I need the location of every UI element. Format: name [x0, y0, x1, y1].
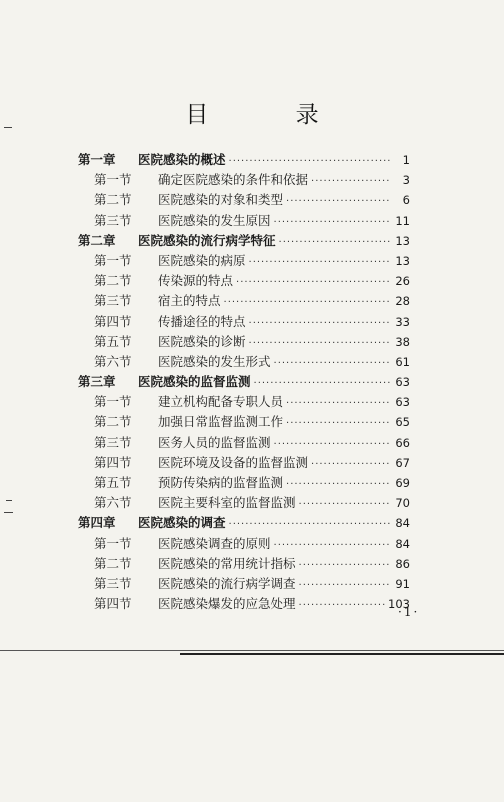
- toc-number: 第二节: [94, 555, 132, 571]
- toc-page-number: 63: [395, 395, 410, 410]
- toc-number: 第二章: [78, 232, 116, 248]
- toc-heading: 医院主要科室的监督监测: [158, 495, 296, 511]
- toc-heading: 医院感染的对象和类型: [158, 192, 284, 208]
- toc-heading: 医务人员的监督监测: [158, 434, 271, 450]
- toc-page-number: 61: [395, 354, 410, 369]
- toc-heading: 医院感染的概述: [138, 152, 226, 167]
- toc-number: 第六节: [94, 495, 132, 511]
- dot-leader: [249, 257, 391, 268]
- toc-heading: 医院感染的发生原因: [158, 212, 271, 228]
- toc-page-number: 103: [388, 597, 410, 612]
- toc-section-row: [78, 433, 410, 453]
- toc-heading: 医院感染的发生形式: [158, 353, 271, 369]
- toc-page-number: 28: [395, 294, 410, 309]
- toc-section-row: [78, 291, 410, 311]
- dot-leader: [274, 540, 391, 551]
- toc-chapter-row: [78, 231, 410, 251]
- toc-page-number: 70: [395, 496, 410, 511]
- toc-section-row: [78, 312, 410, 332]
- toc-page-number: 84: [395, 536, 410, 551]
- toc-number: 第三节: [94, 293, 132, 309]
- dot-leader: [286, 196, 391, 207]
- toc-page-number: 1: [402, 153, 410, 167]
- toc-page-number: 84: [395, 516, 410, 531]
- margin-mark: [4, 127, 12, 128]
- dot-leader: [249, 318, 391, 329]
- dot-leader: [286, 398, 391, 409]
- toc-heading: 医院感染的常用统计指标: [158, 555, 296, 571]
- toc-page-number: 67: [395, 455, 410, 470]
- toc-heading: 医院感染的诊断: [158, 333, 246, 349]
- toc-number: 第六节: [94, 353, 132, 369]
- toc-number: 第二节: [94, 192, 132, 208]
- toc-page-number: 3: [402, 173, 410, 188]
- dot-leader: [311, 459, 391, 470]
- dot-leader: [274, 439, 391, 450]
- toc-number: 第三节: [94, 575, 132, 591]
- toc-heading: 加强日常监督监测工作: [158, 414, 284, 430]
- toc-section-row: [78, 493, 410, 513]
- toc-page-number: 6: [402, 193, 410, 208]
- toc-number: 第一节: [94, 394, 132, 410]
- toc-page-number: 86: [395, 556, 410, 571]
- dot-leader: [229, 519, 391, 530]
- toc-heading: 医院环境及设备的监督监测: [158, 454, 309, 470]
- toc-section-row: [78, 594, 410, 614]
- dot-leader: [274, 217, 391, 228]
- bottom-rule: [0, 650, 504, 651]
- toc-section-row: [78, 352, 410, 372]
- dot-leader: [299, 560, 391, 571]
- toc-heading: 医院感染的流行病学特征: [138, 232, 276, 248]
- dot-leader: [311, 176, 391, 187]
- toc-chapter-row: [78, 150, 410, 170]
- toc-section-row: [78, 534, 410, 554]
- toc-page-number: 38: [395, 334, 410, 349]
- toc-heading: 传染源的特点: [158, 273, 234, 289]
- table-of-contents: [78, 150, 410, 614]
- toc-number: 第五节: [94, 333, 132, 349]
- dot-leader: [286, 479, 391, 490]
- toc-heading: 确定医院感染的条件和依据: [158, 172, 309, 188]
- toc-section-row: [78, 170, 410, 190]
- toc-heading: 传播途径的特点: [158, 313, 246, 329]
- toc-heading: 医院感染爆发的应急处理: [158, 596, 296, 612]
- dot-leader: [286, 418, 391, 429]
- toc-section-row: [78, 392, 410, 412]
- toc-section-row: [78, 251, 410, 271]
- toc-page-number: 69: [395, 476, 410, 490]
- toc-section-row: [78, 554, 410, 574]
- toc-page-number: 33: [395, 314, 410, 329]
- toc-heading: 医院感染的调查: [138, 515, 226, 531]
- dot-leader: [254, 378, 391, 389]
- margin-mark: [4, 512, 13, 513]
- dot-leader: [299, 499, 391, 510]
- dot-leader: [229, 156, 391, 167]
- toc-heading: 宿主的特点: [158, 293, 221, 309]
- toc-section-row: [78, 190, 410, 210]
- toc-page-number: 63: [395, 375, 410, 390]
- dot-leader: [279, 237, 391, 248]
- page-title: 目 录: [185, 102, 359, 128]
- toc-page-number: 26: [395, 274, 410, 289]
- toc-heading: 建立机构配备专职人员: [158, 394, 284, 410]
- toc-heading: 预防传染病的监督监测: [158, 475, 284, 490]
- toc-section-row: [78, 453, 410, 473]
- toc-page-number: 13: [395, 253, 410, 268]
- toc-page-number: 13: [395, 233, 410, 248]
- toc-heading: 医院感染的流行病学调查: [158, 575, 296, 591]
- toc-section-row: [78, 332, 410, 352]
- page-number: ·1·: [398, 605, 420, 619]
- toc-number: 第四节: [94, 454, 132, 470]
- toc-number: 第一节: [94, 252, 132, 268]
- toc-number: 第四节: [94, 313, 132, 329]
- toc-number: 第四章: [78, 515, 116, 531]
- dot-leader: [249, 338, 391, 349]
- toc-heading: 医院感染的监督监测: [138, 374, 251, 390]
- toc-number: 第三节: [94, 212, 132, 228]
- toc-page-number: 11: [395, 213, 410, 228]
- toc-section-row: [78, 412, 410, 432]
- toc-section-row: [78, 473, 410, 493]
- margin-mark: [6, 500, 12, 501]
- toc-number: 第一章: [78, 152, 116, 167]
- toc-page-number: 91: [395, 576, 410, 591]
- bottom-rule-thick: [180, 653, 504, 655]
- dot-leader: [224, 297, 391, 308]
- toc-heading: 医院感染的病原: [158, 252, 246, 268]
- toc-number: 第一节: [94, 535, 132, 551]
- toc-number: 第三章: [78, 374, 116, 390]
- dot-leader: [299, 600, 386, 611]
- toc-page-number: 66: [395, 435, 410, 450]
- toc-section-row: [78, 271, 410, 291]
- toc-number: 第三节: [94, 434, 132, 450]
- dot-leader: [274, 358, 391, 369]
- toc-chapter-row: [78, 372, 410, 392]
- toc-number: 第五节: [94, 475, 132, 490]
- toc-heading: 医院感染调查的原则: [158, 535, 271, 551]
- toc-number: 第二节: [94, 414, 132, 430]
- dot-leader: [236, 277, 391, 288]
- toc-number: 第四节: [94, 596, 132, 612]
- toc-page-number: 65: [395, 415, 410, 430]
- toc-section-row: [78, 211, 410, 231]
- toc-number: 第二节: [94, 273, 132, 289]
- toc-chapter-row: [78, 513, 410, 533]
- dot-leader: [299, 580, 391, 591]
- toc-number: 第一节: [94, 172, 132, 188]
- toc-section-row: [78, 574, 410, 594]
